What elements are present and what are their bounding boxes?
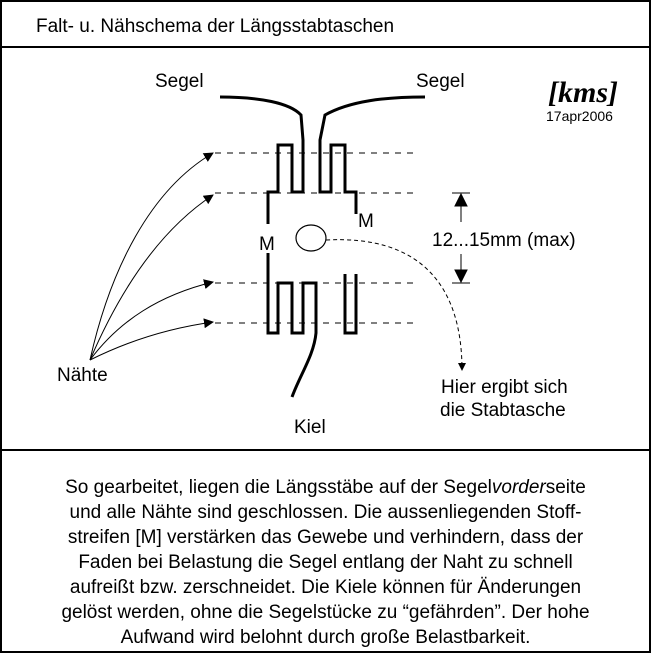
seam-arrow-1 xyxy=(90,153,213,360)
description-line-6: gelöst werden, ohne die Segelstücke zu “gefährden”. Der hohe xyxy=(61,602,590,623)
pocket-label-line2: die Stabtasche xyxy=(440,400,566,421)
pocket-label-line1: Hier ergibt sich xyxy=(441,377,568,398)
description-text xyxy=(30,475,621,650)
description-line-7: Aufwand wird belohnt durch große Belastbarkeit. xyxy=(120,627,531,648)
dimension-arrow-down xyxy=(455,270,467,282)
sail-left-fold xyxy=(220,97,303,224)
m-left-label: M xyxy=(259,234,275,255)
seam-arrow-4 xyxy=(90,322,213,360)
page-title: Falt- u. Nähschema der Längsstabtaschen xyxy=(36,16,395,37)
description-line-1-start: So gearbeitet, liegen die Längsstäbe auf der Segel xyxy=(65,477,492,498)
description-line-5: aufreißt bzw. zerschneidet. Die Kiele können für Änderungen xyxy=(69,577,582,598)
description-line-3: streifen [M] verstärken das Gewebe und verhindern, dass der xyxy=(67,527,584,548)
description-line-4: Faden bei Belastung die Segel entlang der Naht zu schnell xyxy=(78,552,573,573)
description-line-1-end: seite xyxy=(545,477,586,498)
rod-pocket-ellipse xyxy=(296,225,326,251)
naehte-label: Nähte xyxy=(57,365,108,386)
seam-pointer-arrows xyxy=(90,153,213,360)
dimension-arrow-up xyxy=(455,194,467,206)
date-label: 17apr2006 xyxy=(546,108,613,124)
segel-right-label: Segel xyxy=(416,71,465,92)
segel-left-label: Segel xyxy=(155,71,204,92)
sail-right-fold xyxy=(320,97,425,214)
description-line-2: und alle Nähte sind geschlossen. Die aussenliegenden Stoff- xyxy=(69,502,582,523)
kiel-label: Kiel xyxy=(294,417,326,438)
dimension-label: 12...15mm (max) xyxy=(432,230,576,251)
brand-logo: [kms] xyxy=(548,76,618,109)
kiel-fold xyxy=(268,253,316,397)
description-line-1 xyxy=(30,475,621,500)
description-line-1-italic: vorder xyxy=(491,477,546,498)
m-right-label: M xyxy=(358,211,374,232)
